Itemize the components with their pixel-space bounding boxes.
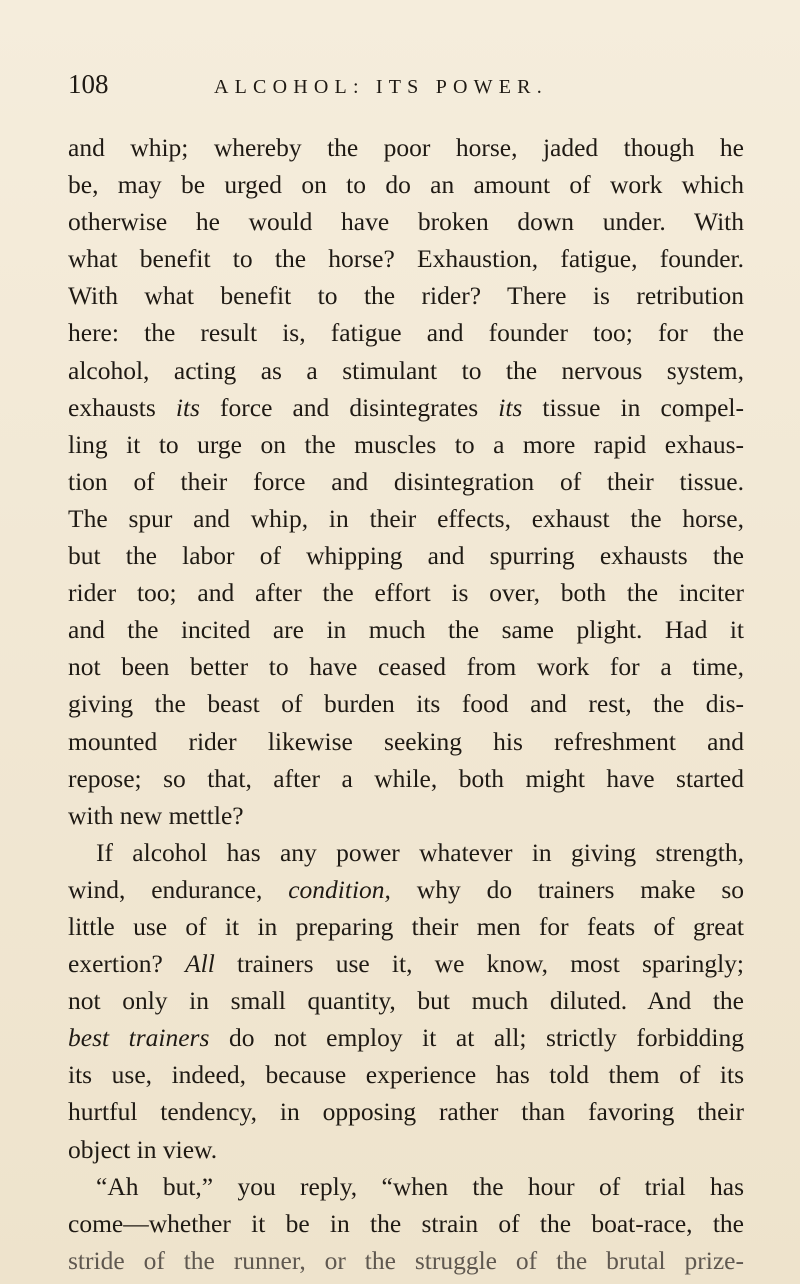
text-line: The spur and whip, in their effects, exhaust the horse,: [68, 503, 744, 533]
text-line: stride of the runner, or the struggle of the brutal prize-: [68, 1245, 744, 1275]
text-line: otherwise he would have broken down under. With: [68, 207, 744, 237]
text-line-paragraph-start: If alcohol has any power whatever in giving strength,: [96, 837, 744, 867]
italic-word: condition,: [288, 874, 391, 904]
text-line: wind, endurance, condition, why do trainers make so: [68, 874, 744, 904]
text-line-paragraph-end: object in view.: [68, 1134, 218, 1164]
text-line: come—whether it be in the strain of the boat-race, the: [68, 1208, 744, 1238]
running-head: [68, 64, 748, 104]
text-line: not been better to have ceased from work for a time,: [68, 652, 744, 682]
italic-word: All: [185, 949, 215, 979]
text-line: exertion? All trainers use it, we know, most sparingly;: [68, 949, 744, 979]
text-line: little use of it in preparing their men for feats of great: [68, 911, 744, 941]
italic-word: its: [175, 392, 200, 422]
text-line: not only in small quantity, but much diluted. And the: [68, 986, 744, 1016]
text-line: mounted rider likewise seeking his refreshment and: [68, 726, 744, 756]
text-line-paragraph-start: “Ah but,” you reply, “when the hour of trial has: [96, 1171, 744, 1201]
text-line: but the labor of whipping and spurring exhausts the: [68, 541, 744, 571]
text-line: be, may be urged on to do an amount of work which: [68, 170, 744, 200]
text-line: tion of their force and disintegration of their tissue.: [68, 466, 744, 496]
text-line: hurtful tendency, in opposing rather than favoring their: [68, 1097, 744, 1127]
text-line: repose; so that, after a while, both might have started: [68, 763, 744, 793]
text-line: ling it to urge on the muscles to a more rapid exhaus-: [68, 429, 744, 459]
text-line: what benefit to the horse? Exhaustion, fatigue, founder.: [68, 244, 744, 274]
page-number: 108: [68, 69, 109, 99]
text-line: rider too; and after the effort is over, both the inciter: [68, 578, 744, 608]
text-line: and whip; whereby the poor horse, jaded though he: [68, 133, 744, 162]
italic-word: best trainers: [68, 1023, 210, 1053]
text-line: best trainers do not employ it at all; strictly forbidding: [68, 1023, 744, 1053]
italic-word: its: [498, 392, 523, 422]
text-line: here: the result is, fatigue and founder too; for the: [68, 318, 744, 348]
text-line: With what benefit to the rider? There is retribution: [68, 281, 744, 311]
text-line: and the incited are in much the same plight. Had it: [68, 615, 744, 645]
body-text: [68, 129, 744, 1279]
text-line: exhausts its force and disintegrates its tissue in compel-: [68, 392, 744, 422]
text-line: alcohol, acting as a stimulant to the nervous system,: [68, 355, 744, 385]
text-line-paragraph-end: with new mettle?: [68, 800, 244, 830]
text-line: its use, indeed, because experience has told them of its: [68, 1060, 744, 1090]
running-title: ALCOHOL: ITS POWER.: [214, 76, 548, 98]
text-line: giving the beast of burden its food and rest, the dis-: [68, 689, 744, 719]
